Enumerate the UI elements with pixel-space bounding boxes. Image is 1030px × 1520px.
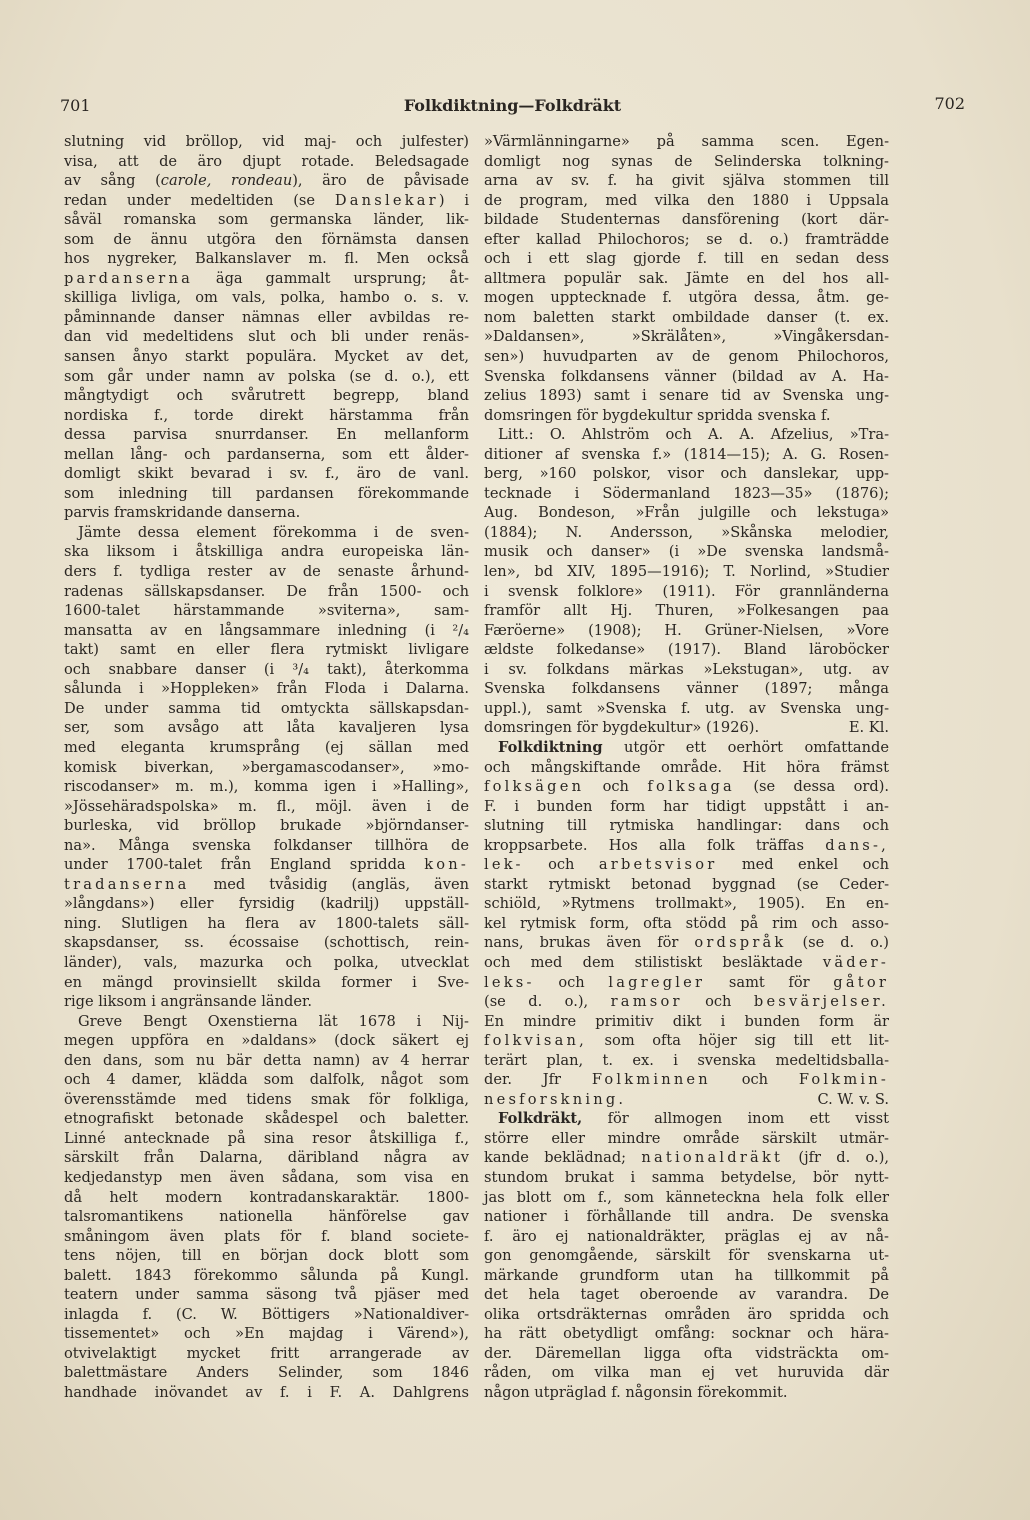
text-line: Linné antecknade på sina resor åtskilliga f., — [64, 1129, 469, 1147]
text-line: Litt.: O. Ahlström och A. A. Afzelius, »Tra- — [498, 426, 889, 444]
text-line: De under samma tid omtyckta sällskapsdan- — [64, 699, 469, 717]
text-line: med eleganta krumsprång (ej sällan med — [64, 738, 469, 756]
text-line: och snabbare danser (i ³/₄ takt), återkomma — [64, 660, 469, 678]
spaced-term: leks- — [484, 973, 535, 991]
spaced-term: gåtor — [833, 973, 890, 991]
text-line: schiöld, »Rytmens trollmakt», 1905). En en- — [484, 895, 889, 913]
text-line: efter kallad Philochoros; se d. o.) framträdde — [484, 230, 889, 248]
text-line: dan vid medeltidens slut och bli under renäs- — [64, 328, 469, 346]
spaced-term: väder- — [822, 953, 889, 971]
text-line: märkande grundform utan ha tillkommit på — [484, 1266, 889, 1284]
page-number-right: 702 — [934, 94, 965, 113]
spaced-term: Folkminnen — [591, 1071, 711, 1089]
text-line: tissementet» och »En majdag i Värend»), — [64, 1325, 469, 1343]
text-line: talsromantikens nationella hänförelse gav — [64, 1208, 469, 1226]
text-line: slutning vid bröllop, vid maj- och julfester) — [64, 133, 469, 150]
spaced-term: Folkmin- — [798, 1071, 890, 1089]
text-span: domsringen för bygdekultur» (1926). — [484, 719, 760, 737]
text-line: framför allt Hj. Thuren, »Folkesangen paa — [484, 602, 889, 620]
text-line: komisk biverkan, »bergamascodanser», »mo- — [64, 758, 469, 776]
text-line: redan under medeltiden (se Danslekar) i — [64, 191, 470, 209]
text-line: småningom även plats för f. bland societe- — [64, 1227, 469, 1245]
text-line: uppl.), samt »Svenska f. utg. av Svenska ung- — [484, 699, 889, 717]
text-line: råden, om vilka man ej vet huruvida där — [484, 1364, 889, 1382]
text-line: »Värmlänningarne» på samma scen. Egen- — [484, 133, 889, 150]
spaced-term: folkvisan, — [484, 1032, 587, 1050]
text-line: visa, att de äro djupt rotade. Beledsagade — [64, 152, 469, 170]
text-line: ning. Slutligen ha flera av 1800-talets säll- — [64, 914, 469, 932]
spaced-term: nationaldräkt — [641, 1149, 784, 1167]
spaced-term: arbetsvisor — [598, 856, 718, 874]
spaced-term: folksägen — [484, 778, 585, 796]
text-line: rige liksom i angränsande länder. — [64, 993, 312, 1011]
text-line: Færöerne» (1908); H. Grüner-Nielsen, »Vore — [484, 621, 889, 639]
text-line: nationer i förhållande till andra. De svenska — [484, 1208, 889, 1226]
text-span: och — [705, 993, 732, 1011]
text-line — [484, 973, 889, 993]
text-line — [484, 933, 889, 953]
text-line: ser, som avsågo att låta kavaljeren lysa — [64, 719, 469, 737]
text-line — [484, 718, 889, 738]
text-line: sen») huvudparten av de genom Philochoros, — [484, 348, 889, 366]
text-span: för allmogen inom ett visst — [607, 1110, 890, 1128]
spaced-term: lek- — [484, 856, 524, 874]
text-span: (jfr d. o.), — [798, 1149, 890, 1167]
spaced-term: kon- — [424, 856, 469, 874]
text-line: i svensk folklore» (1911). För grannländerna — [484, 582, 889, 600]
text-line: hos nygreker, Balkanslaver m. fl. Men också — [64, 250, 469, 268]
text-line: handhade inövandet av f. i F. A. Dahlgrens — [64, 1384, 469, 1401]
entry-headword: Folkdiktning — [498, 738, 603, 756]
text-span: kroppsarbete. Hos alla folk träffas — [484, 836, 804, 854]
text-span: och — [741, 1071, 769, 1089]
text-line: jas blott om f., som kännetecknа hela folk eller — [484, 1188, 889, 1206]
text-line — [484, 855, 889, 875]
text-span: med enkel och — [741, 856, 890, 874]
text-span: nans, brukas även för — [484, 934, 679, 952]
text-line: bildade Studenternas dansförening (kort där- — [484, 211, 889, 229]
text-line: 1600-talet härstammande »sviterna», sam- — [64, 602, 469, 620]
text-line: balettmästare Anders Selinder, som 1846 — [64, 1364, 469, 1382]
text-line — [484, 777, 889, 797]
right-column — [484, 132, 889, 1403]
text-span: (se d. o.), — [484, 993, 589, 1011]
text-line: arna av sv. f. ha givit själva stommen till — [484, 172, 889, 190]
text-line: »långdans») eller fyrsidig (kadrilj) uppställ- — [64, 895, 469, 913]
text-line: etnografiskt betonade skådespel och baletter. — [64, 1110, 469, 1128]
text-line: under 1700-talet från England spridda kon- — [64, 856, 469, 874]
text-line: större eller mindre område särskilt utmär- — [484, 1129, 889, 1147]
text-line: tens nöjen, till en början dock blott som — [64, 1247, 469, 1265]
text-span: och — [558, 973, 585, 991]
text-line — [484, 1070, 889, 1090]
text-line: der. Däremellan ligga ofta vidsträckta om- — [484, 1344, 889, 1362]
text-span: (se d. o.) — [802, 934, 889, 952]
spaced-term: folksaga — [647, 778, 735, 796]
running-header — [60, 96, 965, 120]
text-line: domligt nog synas de Selinderska tolkning- — [484, 152, 889, 170]
text-line: ældste folkedanse» (1917). Bland läroböcker — [484, 641, 889, 659]
spaced-term: ordspråk — [694, 934, 787, 952]
spaced-term: nesforskning. — [484, 1090, 627, 1108]
text-line: balett. 1843 förekommo sålunda på Kungl. — [64, 1266, 469, 1284]
text-line: överensstämde med tidens smak för folkliga, — [64, 1090, 469, 1108]
author-initials: E. Kl. — [848, 719, 889, 737]
text-span: och med dem stilistiskt besläktade — [484, 953, 803, 971]
text-line: ska liksom i åtskilliga andra europeiska län- — [64, 543, 469, 561]
text-line: dessa parvisa snurrdanser. En mellanform — [64, 426, 469, 444]
text-line: domligt skikt bevarad i sv. f., äro de vanl. — [64, 465, 469, 483]
text-span: (se dessa ord). — [753, 778, 890, 796]
text-line: »Jössehäradspolska» m. fl., möjl. även i de — [64, 797, 469, 815]
text-line: ha rätt obetydligt omfång: socknar och härа- — [484, 1325, 889, 1343]
author-initials: C. W. v. S. — [817, 1090, 889, 1108]
text-line: det hela taget oberoende av varandra. De — [484, 1286, 889, 1304]
text-span: kande beklädnad; — [484, 1149, 627, 1167]
text-line: kel rytmisk form, ofta stödd på rim och asso- — [484, 914, 889, 932]
text-line: olika ortsdräkternas områden äro spridda och — [484, 1305, 889, 1323]
text-span: der. Jfr — [484, 1071, 562, 1089]
spaced-term: Danslekar — [334, 191, 439, 209]
text-line: burleska, vid bröllop brukade »björndanser- — [64, 817, 469, 835]
text-line: na». Många svenska folkdanser tillhöra de — [64, 836, 469, 854]
spaced-term: besvärjelser. — [753, 993, 890, 1011]
spaced-term: ramsor — [610, 993, 683, 1011]
text-line: en mängd provinsiellt skilda former i Sve- — [64, 973, 469, 991]
spaced-term: dans-, — [825, 836, 890, 854]
text-line: gon genomgående, särskilt för svenskarna ut- — [484, 1247, 889, 1265]
entry-headword: Folkdräkt, — [498, 1110, 583, 1128]
text-line: och 4 damer, klädda som dalfolk, något som — [64, 1071, 469, 1089]
text-line: radenas sällskapsdanser. De från 1500- och — [64, 582, 469, 600]
running-title: Folkdiktning—Folkdräkt — [403, 96, 622, 115]
text-line: parvis framskridande danserna. — [64, 504, 301, 522]
text-line: mångtydigt och svårutrett begrepp, bland — [64, 387, 469, 405]
text-line: terärt plan, t. ex. i svenska medeltidsballa- — [484, 1051, 889, 1069]
text-line: då helt modern kontradanskaraktär. 1800- — [64, 1188, 469, 1206]
text-line — [484, 992, 889, 1012]
text-line: takt) samt en eller flera rytmiskt livligare — [64, 641, 469, 659]
text-line — [484, 1109, 889, 1129]
text-line — [484, 836, 889, 856]
text-span: samt för — [728, 973, 810, 991]
text-line: som de ännu utgöra den förnämsta dansen — [64, 230, 469, 248]
text-line — [484, 1090, 889, 1110]
text-line: mellan lång- och pardanserna, som ett ålder- — [64, 445, 469, 463]
text-line — [484, 738, 889, 758]
text-line: tecknade i Södermanland 1823—35» (1876); — [484, 484, 889, 502]
text-line: ditioner af svenska f.» (1814—15); A. G. Rosen- — [484, 445, 889, 463]
text-line: f. äro ej nationaldräkter, präglas ej av nå- — [484, 1227, 889, 1245]
text-line: särskilt från Dalarna, däribland några av — [64, 1149, 469, 1167]
text-line: den dans, som nu bär detta namn) av 4 herrar — [64, 1051, 469, 1069]
spaced-term: pardanserna — [64, 269, 193, 287]
text-line: len», bd XIV, 1895—1916); T. Norlind, »Studier — [484, 563, 889, 581]
text-line: och i ett slag gjorde f. till en sedan dess — [484, 250, 889, 268]
spaced-term: tradanserna — [64, 875, 190, 893]
text-line: sansen ånyo starkt populära. Mycket av det, — [64, 348, 469, 366]
text-line: teatern under samma säsong två pjäser med — [64, 1286, 469, 1304]
text-line: sålunda i »Hoppleken» från Floda i Dalarna. — [64, 680, 469, 698]
spaced-term: lagregler — [608, 973, 706, 991]
text-line: mogen upptecknade f. utgöra dessa, åtm. ge- — [484, 289, 889, 307]
text-line: såväl romanska som germanska länder, lik- — [64, 211, 469, 229]
text-line — [484, 1148, 889, 1168]
page-number-left: 701 — [60, 96, 91, 115]
text-line: Svenska folkdansens vänner (1897; många — [484, 680, 889, 698]
text-line: musik och danser» (i »De svenska landsmå- — [484, 543, 889, 561]
text-line: otvivelaktigt mycket fritt arrangerade av — [64, 1344, 469, 1362]
text-line: domsringen för bygdekultur spridda svenska f. — [484, 406, 831, 424]
text-span: och — [548, 856, 575, 874]
text-line: av sång (carole, rondeau), äro de påvisade — [64, 172, 469, 190]
text-line: i sv. folkdans märkas »Lekstugan», utg. av — [484, 660, 889, 678]
text-line: påminnande danser nämnas eller avbildas re- — [64, 308, 469, 326]
text-line: länder), vals, mazurka och polka, utvecklat — [64, 953, 469, 971]
text-line: som går under namn av polska (se d. o.), ett — [64, 367, 469, 385]
left-column — [64, 132, 469, 1403]
text-line: nom baletten starkt ombildade danser (t. ex. — [484, 308, 889, 326]
text-span: och — [602, 778, 629, 796]
text-line: kedjedanstyp men även sådana, som visa en — [64, 1168, 469, 1186]
text-line: Aug. Bondeson, »Från julgille och lekstuga» — [484, 504, 889, 522]
text-line: som inledning till pardansen förekommande — [64, 484, 469, 502]
text-line: (1884); N. Andersson, »Skånska melodier, — [484, 523, 889, 541]
text-line — [484, 1031, 889, 1051]
text-line: tradanserna med tvåsidig (angläs, även — [64, 875, 469, 893]
text-line: slutning till rytmiska handlingar: dans och — [484, 817, 889, 835]
text-line: starkt rytmiskt betonad byggnad (se Ceder- — [484, 875, 889, 893]
text-line: skilliga livliga, om vals, polka, hambo o. s. v. — [64, 289, 469, 307]
text-line: F. i bunden form har tidigt uppstått i an- — [484, 797, 889, 815]
text-line: megen uppföra en »daldans» (dock säkert ej — [64, 1032, 469, 1050]
text-line: skapsdanser, ss. écossaise (schottisch, rein- — [64, 934, 469, 952]
text-line — [484, 953, 889, 973]
text-line: Greve Bengt Oxenstierna lät 1678 i Nij- — [78, 1012, 469, 1030]
text-line: pardanserna äga gammalt ursprung; åt- — [64, 269, 469, 287]
text-span: som ofta höjer sig till ett lit- — [604, 1032, 890, 1050]
text-line: alltmera populär sak. Jämte en del hos all- — [484, 269, 889, 287]
text-line: »Daldansen», »Skrälåten», »Vingåkersdan- — [484, 328, 889, 346]
text-line: och mångskiftande område. Hit höra främst — [484, 758, 889, 776]
text-line: En mindre primitiv dikt i bunden form är — [484, 1012, 889, 1030]
text-line: mansatta av en långsammare inledning (i ²/₄ — [64, 621, 469, 639]
text-line: zelius 1893) samt i senare tid av Svenska ung- — [484, 387, 889, 405]
text-line: Svenska folkdansens vänner (bildad av A. Ha- — [484, 367, 889, 385]
text-line: nordiska f., torde direkt härstamma från — [64, 406, 469, 424]
text-line: stundom brukat i samma betydelse, bör nytt- — [484, 1168, 889, 1186]
text-line: de program, med vilka den 1880 i Uppsala — [484, 191, 889, 209]
text-line: berg, »160 polskor, visor och danslekar, upp- — [484, 465, 889, 483]
text-line: Jämte dessa element förekomma i de sven- — [78, 523, 469, 541]
text-line: ders f. tydliga rester av de senaste århund- — [64, 563, 469, 581]
text-line: riscodanser» m. m.), komma igen i »Halling», — [64, 778, 469, 796]
italic-term: carole, rondeau — [160, 172, 293, 190]
text-line: inlagda f. (C. W. Böttigers »Nationaldiver- — [64, 1305, 469, 1323]
text-line: någon utpräglad f. någonsin förekommit. — [484, 1384, 788, 1401]
text-span: utgör ett oerhört omfattande — [623, 738, 890, 756]
